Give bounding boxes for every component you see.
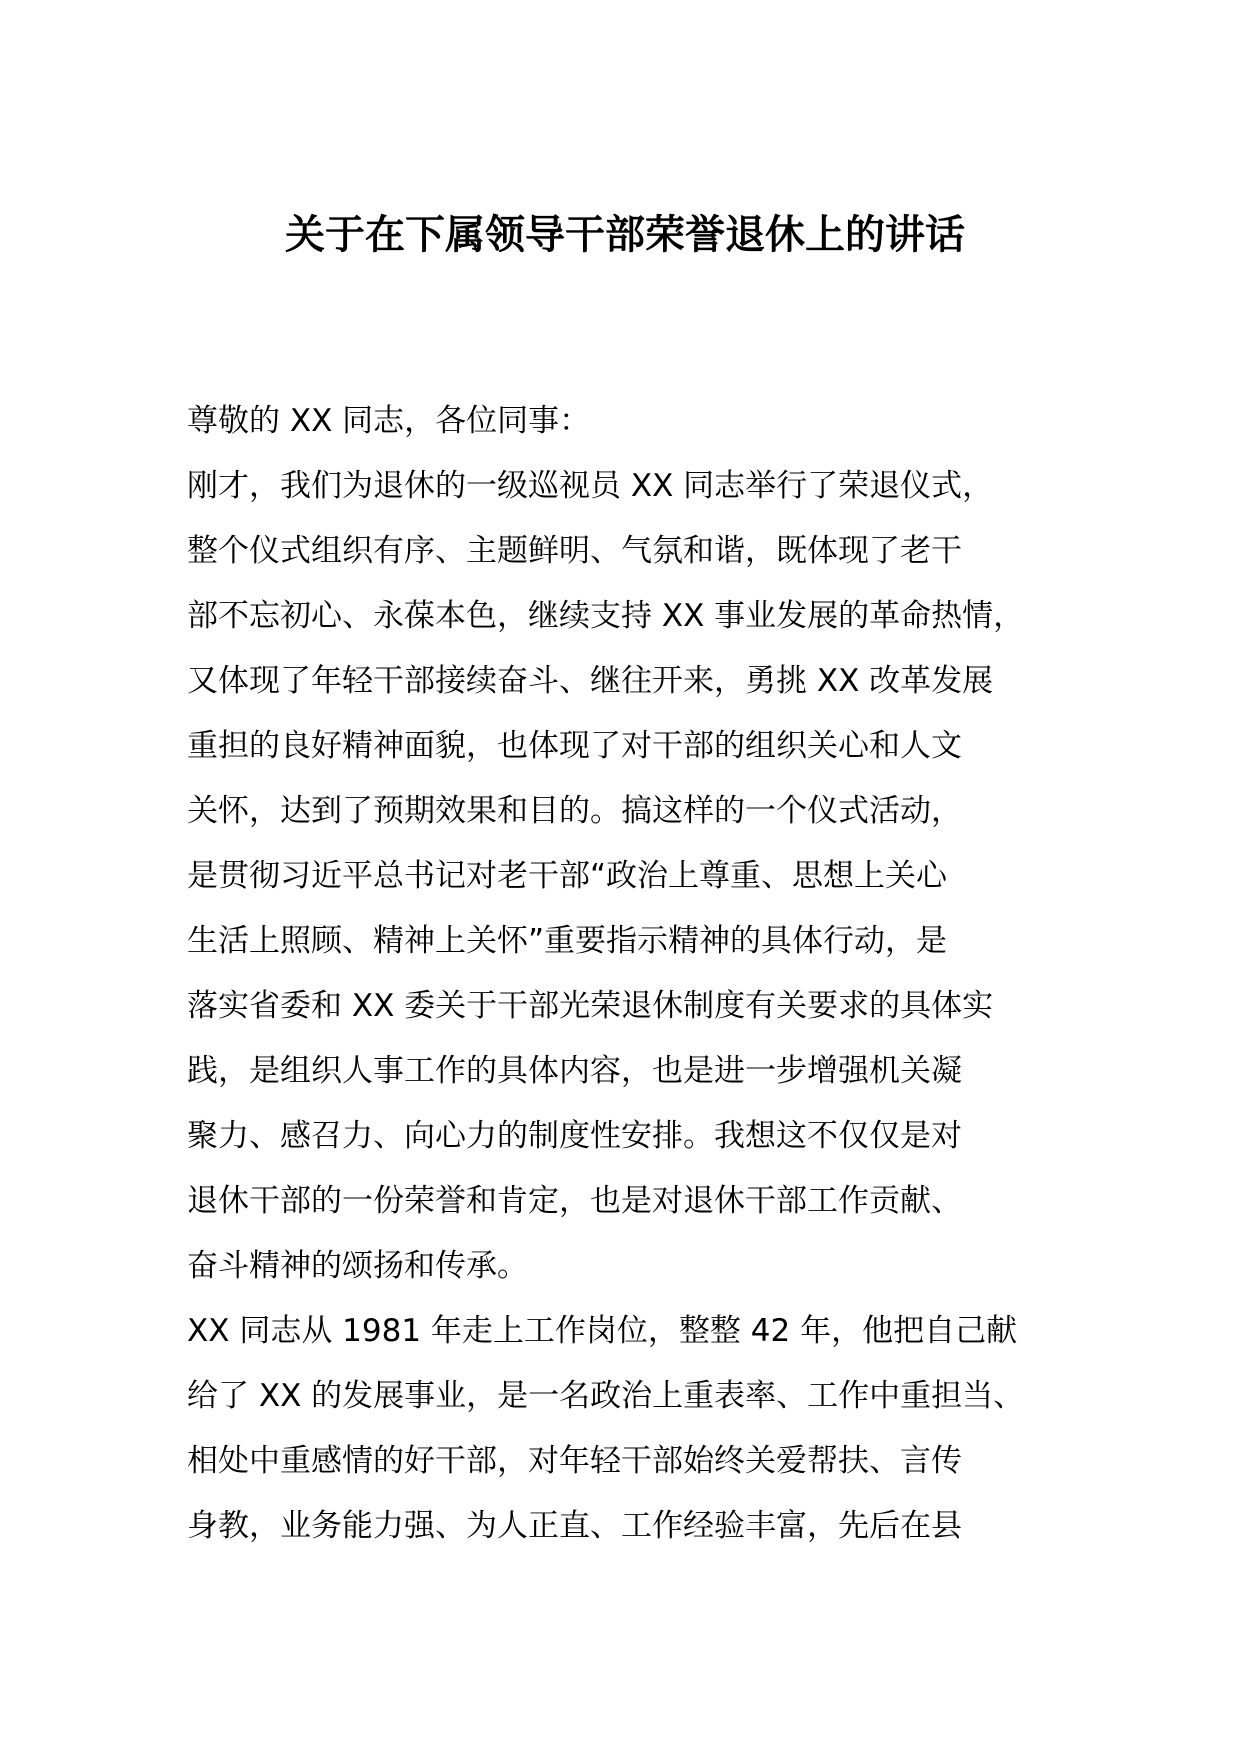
body-line: 是贯彻习近平总书记对老干部“政治上尊重、思想上关心 xyxy=(187,858,948,894)
document-body xyxy=(187,396,1087,1566)
salutation-line: 尊敬的 XX 同志，各位同事： xyxy=(187,403,591,439)
body-line: 刚才，我们为退休的一级巡视员 XX 同志举行了荣退仪式， xyxy=(187,468,994,504)
body-line: 相处中重感情的好干部，对年轻干部始终关爱帮扶、言传 xyxy=(187,1443,962,1479)
body-line: 整个仪式组织有序、主题鲜明、气氛和谐，既体现了老干 xyxy=(187,533,962,569)
body-line: 部不忘初心、永葆本色，继续支持 XX 事业发展的革命热情， xyxy=(187,598,1025,634)
body-line: XX 同志从 1981 年走上工作岗位，整整 42 年，他把自己献 xyxy=(187,1313,1018,1349)
body-line: 退休干部的一份荣誉和肯定，也是对退休干部工作贡献、 xyxy=(187,1183,962,1219)
body-line: 生活上照顾、精神上关怀”重要指示精神的具体行动，是 xyxy=(187,923,948,959)
body-line: 践，是组织人事工作的具体内容，也是进一步增强机关凝 xyxy=(187,1053,962,1089)
body-line: 重担的良好精神面貌，也体现了对干部的组织关心和人文 xyxy=(187,728,962,764)
body-line: 又体现了年轻干部接续奋斗、继往开来，勇挑 XX 改革发展 xyxy=(187,663,994,699)
body-line: 给了 XX 的发展事业，是一名政治上重表率、工作中重担当、 xyxy=(187,1378,1025,1414)
body-line: 关怀，达到了预期效果和目的。搞这样的一个仪式活动， xyxy=(187,793,962,829)
document-title: 关于在下属领导干部荣誉退休上的讲话 xyxy=(285,212,965,258)
body-line: 奋斗精神的颂扬和传承。 xyxy=(187,1248,528,1284)
body-line: 落实省委和 XX 委关于干部光荣退休制度有关要求的具体实 xyxy=(187,988,994,1024)
body-line: 聚力、感召力、向心力的制度性安排。我想这不仅仅是对 xyxy=(187,1118,962,1154)
body-line: 身教，业务能力强、为人正直、工作经验丰富，先后在县 xyxy=(187,1508,962,1544)
